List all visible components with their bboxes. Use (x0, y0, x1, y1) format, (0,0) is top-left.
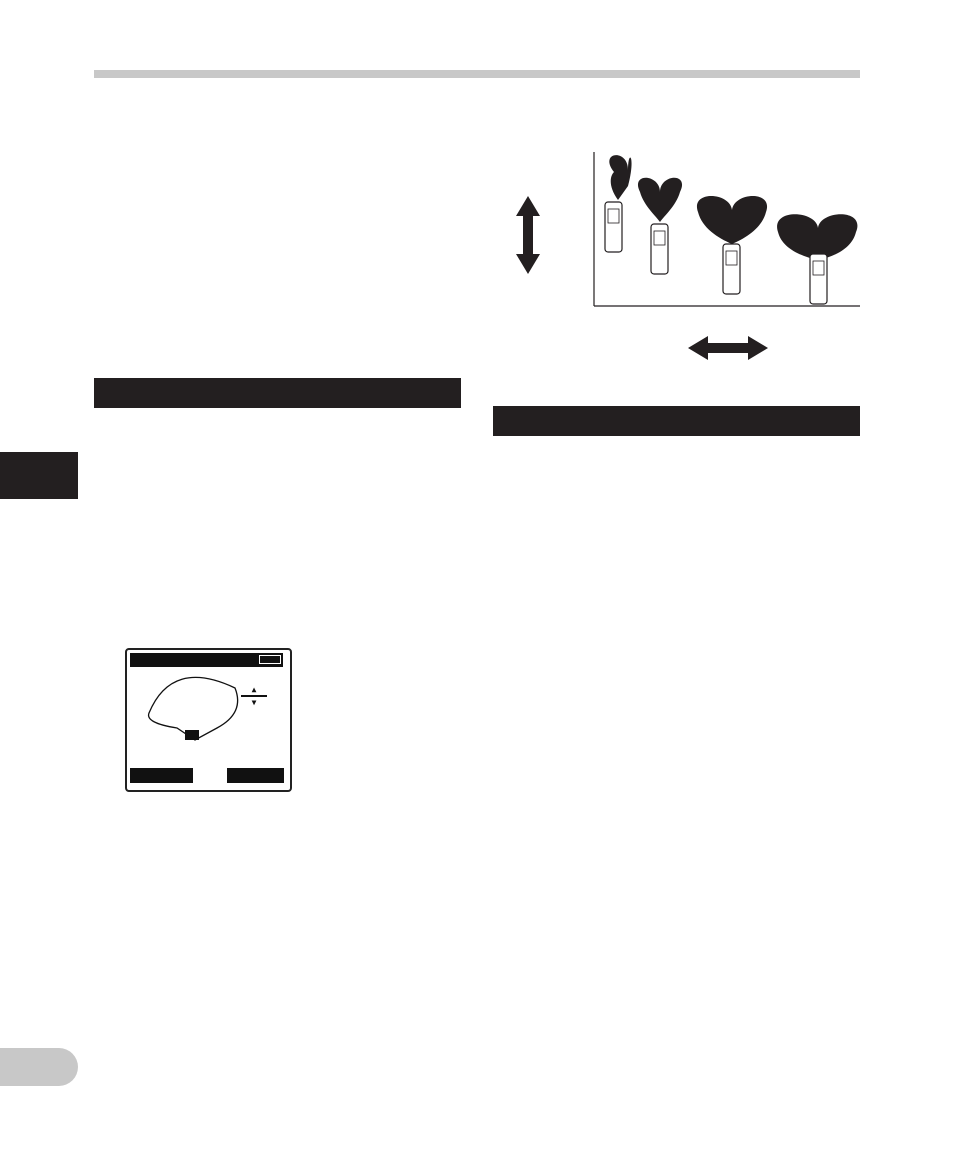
lcd-screen-illustration (125, 648, 292, 792)
directivity-diagram (590, 152, 862, 310)
lcd-title-bar (130, 653, 283, 667)
lobe-plus6 (609, 155, 631, 200)
recorder-icon-plus3 (651, 224, 668, 274)
language-tab (0, 1048, 78, 1086)
recorder-icon-plus6 (605, 202, 622, 252)
lcd-zoom-scale (241, 684, 267, 708)
lcd-up-arrow-icon: ▲ (251, 685, 257, 694)
battery-icon (259, 655, 281, 664)
recorder-icon-minus3 (810, 254, 827, 304)
zoom-mic-section-bar (94, 378, 461, 408)
lcd-back-button (130, 768, 193, 783)
recorder-icon-zero (723, 244, 740, 294)
lcd-down-arrow-icon: ▼ (251, 698, 257, 707)
side-chapter-label (34, 518, 54, 698)
lobe-zero (697, 196, 767, 244)
chapter-tab (0, 452, 78, 499)
horizontal-double-arrow-icon (688, 334, 768, 362)
low-cut-filter-section-bar (493, 406, 860, 436)
lcd-exit-button (227, 768, 284, 783)
vertical-double-arrow-icon (514, 196, 542, 274)
header-rule (94, 70, 860, 78)
lobe-plus3 (638, 178, 682, 222)
lcd-directivity-graphic (127, 668, 290, 763)
lcd-recorder-icon (185, 730, 199, 740)
lobe-minus3 (777, 214, 857, 260)
